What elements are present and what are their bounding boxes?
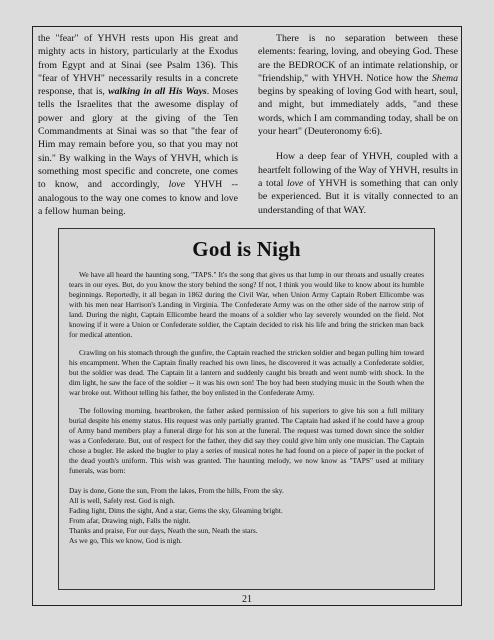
- poem-line: Day is done, Gone the sun, From the lakes, From the hills, From the sky.: [69, 486, 284, 495]
- right-paragraph-1: [258, 32, 458, 138]
- emphasis-text: love: [287, 177, 304, 189]
- text-run: YHVH -- analogous to the way one comes to know and love a fellow human being.: [38, 179, 238, 217]
- emphasis-text: walking in all His Ways: [108, 86, 207, 98]
- text-run: of YHVH is something that can only be experienced. But it is vitally connected to an understanding of that WAY.: [258, 177, 458, 216]
- poem-line: From afar, Drawing nigh, Falls the night.: [69, 516, 191, 525]
- poem-line: As we go, This we know, God is nigh.: [69, 536, 182, 545]
- text-run: begins by speaking of loving God with heart, soul, and might, but immediately adds, "and these words, which I am commanding today, shall be on your heart" (Deuteronomy 6:6).: [258, 86, 458, 138]
- right-paragraph-2: [258, 150, 458, 216]
- text-run: There is no separation between these elements: fearing, loving, and obeying God. These are the BEDROCK of an intimate relationship, or "friendship," with YHVH. Notice how the: [258, 33, 458, 84]
- poem-line: Thanks and praise, For our days, Neath the sun, Neath the stars.: [69, 526, 258, 535]
- text-run: . Moses tells the Israelites that the awesome display of power and glory at the giving of the Ten Commandments at Sinai was so that "the fear of Him may remain before you, so that you may not sin." By walking in the Ways of YHVH, which is something most specific and concrete, one comes to know, and accordingly,: [38, 86, 239, 191]
- page-number: 21: [242, 594, 252, 605]
- sidebar-box: [58, 228, 435, 590]
- left-column: [38, 32, 238, 228]
- box-paragraph: The following morning, heartbroken, the father asked permission of his superiors to give his son a full military burial despite his enemy status. His request was only partially granted. The Captain had asked if he could have a group of Army band members play a funeral dirge for his son at the funeral. The request was turned down since the soldier was a Confederate. But, out of respect for the father, they did say they could give him only one musician. The Captain chose a bugler. He asked the bugler to play a series of musical notes he had found on a piece of paper in the pocket of the dead youth's uniform. This wish was granted. The haunting melody, we now know as "TAPS" used at military funerals, was born:: [69, 406, 424, 475]
- two-column-text: [38, 32, 458, 228]
- left-paragraph: [38, 32, 238, 218]
- poem-line: Fading light, Dims the sight, And a star, Gems the sky, Gleaming bright.: [69, 506, 283, 515]
- poem-line: All is well, Safely rest. God is nigh.: [69, 496, 175, 505]
- text-run: How a deep fear of YHVH, coupled with a heartfelt following of the Way of YHVH, results in a total: [258, 151, 458, 189]
- poem: [69, 486, 424, 546]
- emphasis-text: Shema: [431, 72, 458, 84]
- box-paragraph: Crawling on his stomach through the gunfire, the Captain reached the stricken soldier and began pulling him toward his encampment. When the Captain finally reached his own lines, he discovered it was actually a Confederate soldier, but the soldier was dead. The Captain lit a lantern and suddenly caught his breath and went numb with shock. In the dim light, he saw the face of the soldier -- it was his own son! The boy had been studying music in the South when the war broke out. Without telling his father, the boy enlisted in the Confederate Army.: [69, 348, 424, 397]
- box-paragraph: We have all heard the haunting song, "TAPS." It's the song that gives us that lump in our throats and usually creates tears in our eyes. But, do you know the story behind the song? If not, I think you would like to know about its humble beginnings. Reportedly, it all began in 1862 during the Civil War, when Union Army Captain Robert Ellicombe was with his men near Harrison's Landing in Virginia. The Confederate Army was on the other side of the narrow strip of land. During the night, Captain Ellicombe heard the moans of a soldier who lay severely wounded on the field. Not knowing if it were a Union or Confederate soldier, the Captain decided to risk his life and bring the stricken man back for medical attention.: [69, 270, 424, 339]
- right-column: [258, 32, 458, 228]
- text-run: the "fear" of YHVH rests upon His great and mighty acts in history, particularly at the Exodus from Egypt and at Sinai (see Psalm 136). This "fear of YHVH" necessarily results in a concrete response, that is,: [38, 33, 238, 98]
- box-title: God is Nigh: [192, 237, 301, 261]
- emphasis-text: love: [168, 179, 185, 191]
